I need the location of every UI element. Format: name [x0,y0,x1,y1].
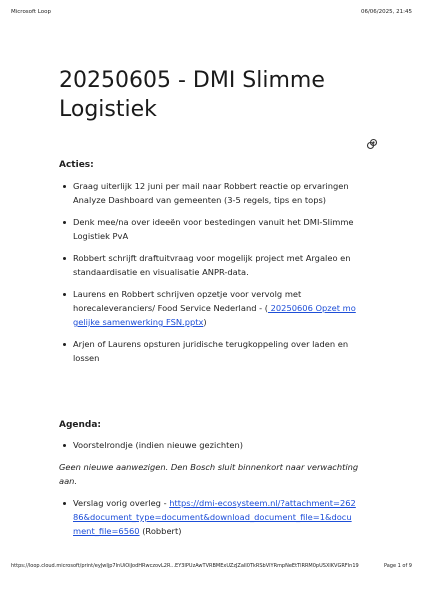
list-item [59,496,359,538]
list-item-text: Laurens en Robbert schrijven opzetje voor vervolg met horecaleveranciers/ Food Service Nederland - ( [73,289,302,313]
verslag-link[interactable]: https://dmi-ecosysteem.nl/?attachment=26286&document_type=document&download_document_file=1&document_file=6560 [73,498,356,536]
agenda-heading: Agenda: [59,420,102,430]
page-title: 20250605 - DMI Slimme Logistiek [59,68,325,122]
loop-logo-icon[interactable] [366,138,378,150]
fsn-pptx-link[interactable]: 20250606 Opzet mogelijke samenwerking FSN.pptx [73,303,356,327]
list-item-text: Voorstelrondje (indien nieuwe gezichten) [73,440,243,450]
agenda-list-2 [59,496,359,538]
list-item-text: Robbert schrijft draftuitvraag voor mogelijk project met Argaleo en standaardisatie en visualisatie ANPR-data. [73,253,351,277]
list-item-text-end: ) [203,317,207,327]
print-header [11,9,412,15]
print-app-name: Microsoft Loop [11,9,51,15]
list-item [59,215,359,243]
list-item-text-end: (Robbert) [139,526,182,536]
list-item [59,251,359,279]
agenda-note: Geen nieuwe aanwezigen. Den Bosch sluit binnenkort naar verwachting aan. [59,462,359,486]
list-item-text: Arjen of Laurens opsturen juridische terugkoppeling over laden en lossen [73,339,349,363]
list-item-text: Denk mee/na over ideeën voor bestedingen vanuit het DMI-Slimme Logistiek PvA [73,217,354,241]
agenda-list-1 [59,438,359,452]
acties-heading: Acties: [59,160,94,170]
list-item [59,337,359,365]
list-item [59,438,359,452]
print-footer [11,563,412,569]
list-item [59,179,359,207]
list-item-text: Graag uiterlijk 12 juni per mail naar Robbert reactie op ervaringen Analyze Dashboard van gemeenten (3-5 regels, tips en tops) [73,181,349,205]
acties-list [59,179,359,365]
print-datetime: 06/06/2025, 21:45 [360,9,412,15]
print-url: https://loop.cloud.microsoft/print/eyJwIjp7InUiOiJodHRwczovL2R...EY3IPUzAwTVRBMExUZzJZalI0TkRSbVlYRmpNeEtTlRRM0pUSXlKVGRFIn19 [11,563,359,569]
page-number: Page 1 of 9 [383,563,412,569]
list-item-text: Verslag vorig overleg - [73,498,170,508]
list-item [59,287,359,329]
